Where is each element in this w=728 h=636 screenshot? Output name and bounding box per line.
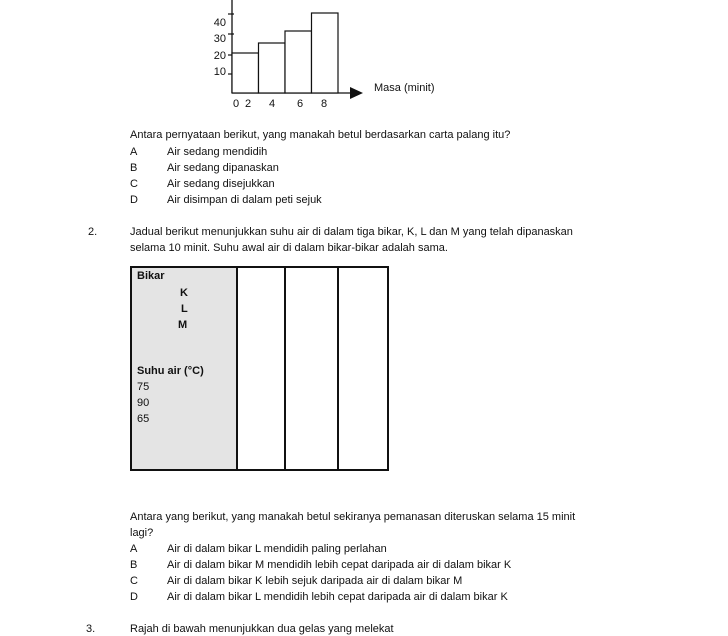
option-letter: D xyxy=(130,591,138,603)
option-letter: C xyxy=(130,178,138,190)
beaker-m: M xyxy=(178,319,188,331)
option-letter: D xyxy=(130,194,138,206)
beaker-temperature-table xyxy=(130,266,389,471)
q2-stem-line1: Antara yang berikut, yang manakah betul sekiranya pemanasan diteruskan selama 15 minit xyxy=(130,511,576,523)
q1-option-c[interactable] xyxy=(130,177,275,191)
y-tick-label: 10 xyxy=(213,66,226,78)
x-tick-label: 2 xyxy=(244,98,252,110)
option-text: Air di dalam bikar L mendidih lebih cepat daripada air di dalam bikar K xyxy=(167,591,508,603)
q2-intro-line2: selama 10 minit. Suhu awal air di dalam bikar-bikar adalah sama. xyxy=(130,242,448,254)
option-text: Air sedang mendidih xyxy=(167,146,268,158)
bar-8 xyxy=(312,13,339,93)
q2-option-c[interactable] xyxy=(130,574,462,588)
temp-m: 65 xyxy=(137,413,150,425)
x-axis-label: Masa (minit) xyxy=(374,82,435,94)
q2-option-b[interactable] xyxy=(130,558,511,572)
option-letter: A xyxy=(130,146,138,158)
column-divider xyxy=(337,268,339,469)
column-divider xyxy=(284,268,286,469)
temp-l: 90 xyxy=(137,397,150,409)
x-tick-label: 0 xyxy=(232,98,240,110)
q1-option-d[interactable] xyxy=(130,193,322,207)
y-tick-label: 30 xyxy=(213,33,226,45)
option-letter: B xyxy=(130,162,138,174)
x-tick-label: 4 xyxy=(268,98,276,110)
q2-intro-line1: Jadual berikut menunjukkan suhu air di dalam tiga bikar, K, L dan M yang telah dipanaskan xyxy=(130,226,573,238)
option-text: Air di dalam bikar L mendidih paling perlahan xyxy=(167,543,387,555)
y-tick-label: 40 xyxy=(213,17,226,29)
option-text: Air di dalam bikar K lebih sejuk daripada air di dalam bikar M xyxy=(167,575,463,587)
bar-6 xyxy=(285,31,312,93)
x-tick-label: 8 xyxy=(320,98,328,110)
q2-option-d[interactable] xyxy=(130,590,508,604)
option-text: Air disimpan di dalam peti sejuk xyxy=(167,194,322,206)
table-header-bikar: Bikar xyxy=(137,270,165,282)
option-letter: C xyxy=(130,575,138,587)
table-header-suhu: Suhu air (°C) xyxy=(137,365,204,377)
q3-number: 3. xyxy=(86,623,96,635)
q1-option-a[interactable] xyxy=(130,145,267,159)
q2-option-a[interactable] xyxy=(130,542,387,556)
option-text: Air sedang dipanaskan xyxy=(167,162,279,174)
q3-intro: Rajah di bawah menunjukkan dua gelas yang melekat xyxy=(130,623,394,635)
bar-chart xyxy=(0,0,728,115)
option-letter: A xyxy=(130,543,138,555)
bar-4 xyxy=(259,43,286,93)
y-tick-label: 20 xyxy=(213,50,226,62)
option-letter: B xyxy=(130,559,138,571)
q2-stem-line2: lagi? xyxy=(130,527,154,539)
q2-number: 2. xyxy=(88,226,98,238)
temp-k: 75 xyxy=(137,381,150,393)
option-text: Air sedang disejukkan xyxy=(167,178,275,190)
q1-option-b[interactable] xyxy=(130,161,279,175)
beaker-l: L xyxy=(181,303,188,315)
x-tick-label: 6 xyxy=(296,98,304,110)
x-axis-arrow-icon xyxy=(350,87,363,99)
q1-stem: Antara pernyataan berikut, yang manakah betul berdasarkan carta palang itu? xyxy=(130,129,511,141)
beaker-k: K xyxy=(180,287,188,299)
option-text: Air di dalam bikar M mendidih lebih cepat daripada air di dalam bikar K xyxy=(167,559,512,571)
column-divider xyxy=(236,268,238,469)
bar-2 xyxy=(232,53,259,93)
